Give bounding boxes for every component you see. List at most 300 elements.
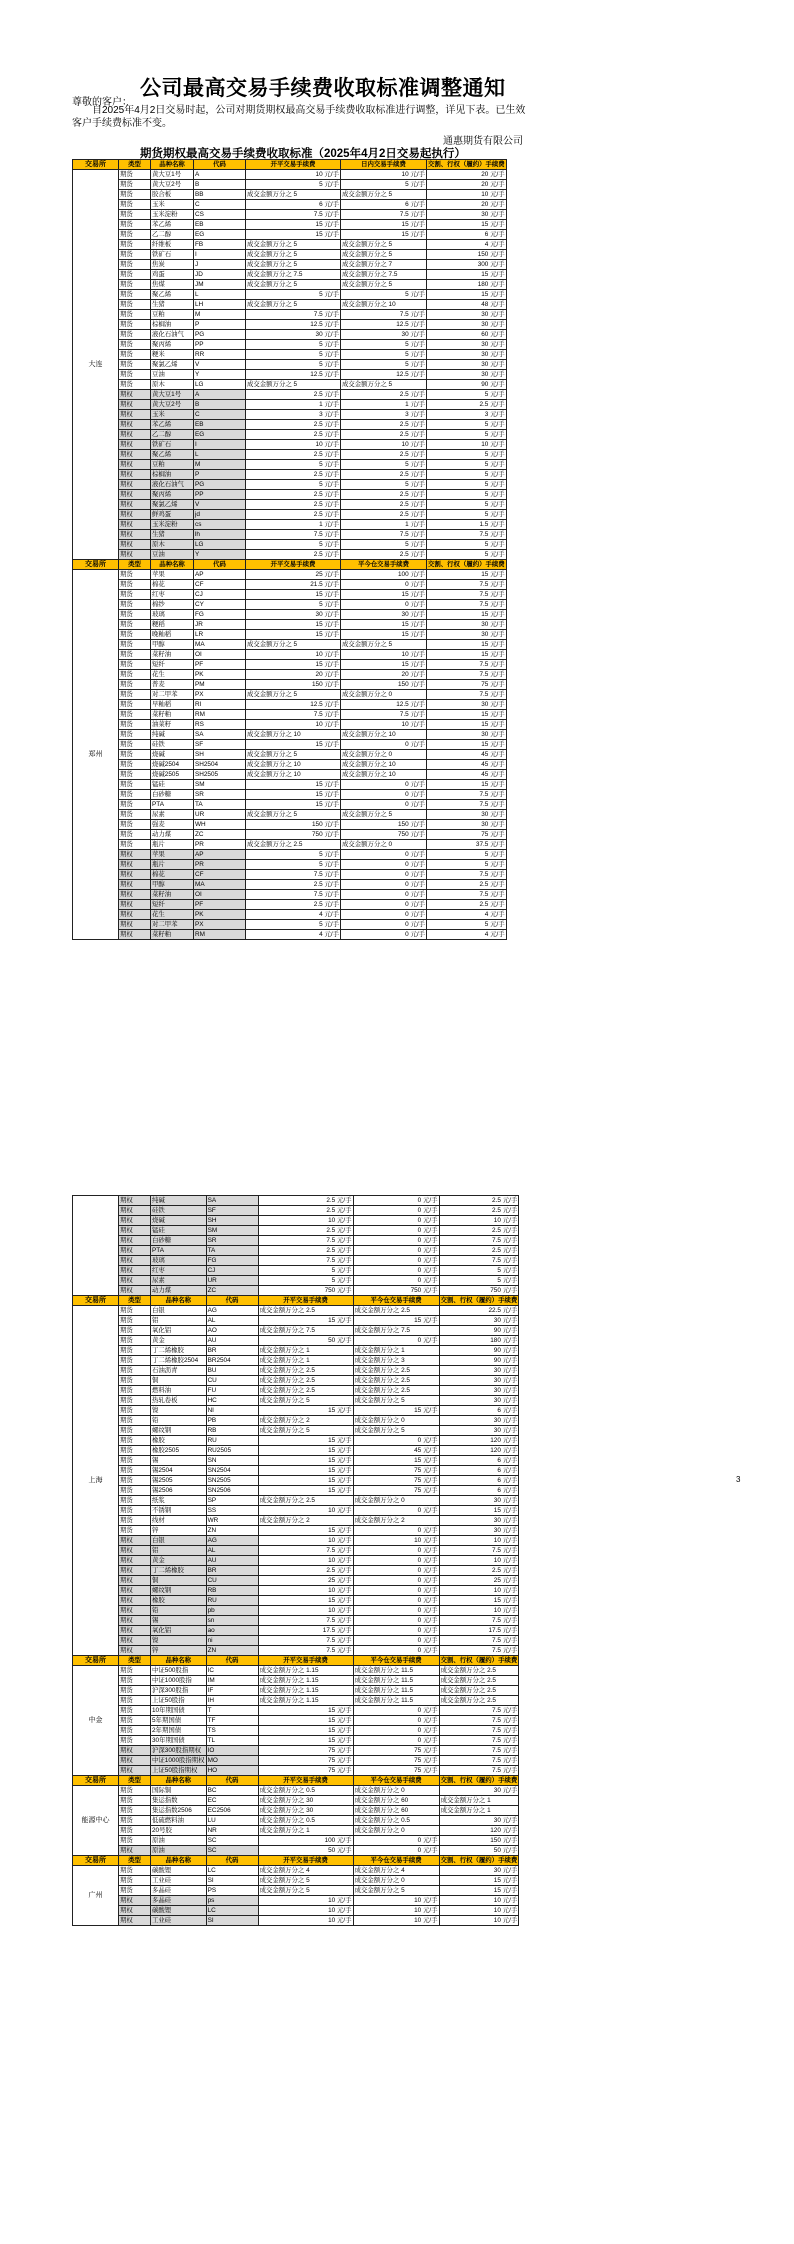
cell-type: 期货 [119,1786,151,1796]
cell-open-close-fee: 成交金额万分之 2.5 [258,1306,353,1316]
cell-delivery-fee: 7.5 元/手 [439,1706,519,1716]
cell-type: 期权 [119,930,151,940]
cell-delivery-fee: 7.5 元/手 [439,1746,519,1756]
cell-delivery-fee: 6 元/手 [439,1456,519,1466]
cell-delivery-fee: 10 元/手 [439,1896,519,1906]
cell-intraday-fee: 成交金额万分之 0 [341,750,427,760]
cell-open-close-fee: 成交金额万分之 5 [258,1876,353,1886]
cell-delivery-fee: 2.5 元/手 [439,1226,519,1236]
cell-delivery-fee: 90 元/手 [439,1356,519,1366]
cell-type: 期权 [119,530,151,540]
cell-code: MA [194,880,246,890]
cell-delivery-fee: 5 元/手 [427,450,507,460]
cell-code: lh [194,530,246,540]
cell-type: 期货 [119,1716,151,1726]
cell-open-close-fee: 15 元/手 [258,1716,353,1726]
cell-type: 期货 [119,830,151,840]
cell-delivery-fee: 2.5 元/手 [427,880,507,890]
header-intraday-fee: 平今仓交易手续费 [353,1656,439,1666]
cell-type: 期权 [119,1596,151,1606]
cell-delivery-fee: 5 元/手 [427,430,507,440]
cell-intraday-fee: 750 元/手 [341,830,427,840]
cell-type: 期货 [119,200,151,210]
cell-code: EB [194,220,246,230]
cell-type: 期货 [119,810,151,820]
cell-intraday-fee: 0 元/手 [353,1526,439,1536]
cell-open-close-fee: 5 元/手 [246,540,341,550]
cell-product: 乙二醇 [151,430,194,440]
cell-type: 期权 [119,1916,151,1926]
cell-product: 中证500股指 [151,1666,207,1676]
cell-delivery-fee: 10 元/手 [439,1586,519,1596]
table-row [73,370,507,380]
cell-product: 对二甲苯 [151,920,194,930]
cell-open-close-fee: 1 元/手 [246,520,341,530]
cell-product: 20号胶 [151,1826,207,1836]
cell-type: 期权 [119,1556,151,1566]
table-row [73,1816,519,1826]
cell-code: JM [194,280,246,290]
cell-intraday-fee: 成交金额万分之 0 [353,1786,439,1796]
cell-intraday-fee: 成交金额万分之 5 [341,190,427,200]
table-row [73,350,507,360]
cell-delivery-fee: 7.5 元/手 [427,890,507,900]
cell-product: 白砂糖 [151,1236,207,1246]
cell-open-close-fee: 成交金额万分之 5 [246,190,341,200]
cell-delivery-fee: 90 元/手 [439,1346,519,1356]
cell-code: ni [206,1636,258,1646]
cell-type: 期权 [119,540,151,550]
cell-product: 菜籽油 [151,650,194,660]
cell-type: 期货 [119,620,151,630]
cell-product: 液化石油气 [151,330,194,340]
cell-code: NR [206,1826,258,1836]
cell-intraday-fee: 0 元/手 [353,1546,439,1556]
cell-type: 期货 [119,1356,151,1366]
table-row [73,190,507,200]
cell-product: 硅铁 [151,740,194,750]
cell-intraday-fee: 成交金额万分之 10 [341,300,427,310]
cell-open-close-fee: 10 元/手 [258,1606,353,1616]
cell-open-close-fee: 5 元/手 [246,600,341,610]
cell-product: 铝 [151,1316,207,1326]
cell-product: 黄大豆1号 [151,390,194,400]
cell-code: CF [194,580,246,590]
cell-open-close-fee: 成交金额万分之 5 [258,1426,353,1436]
table-row [73,360,507,370]
cell-open-close-fee: 15 元/手 [246,740,341,750]
cell-intraday-fee: 2.5 元/手 [341,510,427,520]
header-code: 代码 [206,1776,258,1786]
cell-type: 期货 [119,580,151,590]
cell-product: 10年期国债 [151,1706,207,1716]
cell-product: 鲜鸡蛋 [151,510,194,520]
cell-type: 期权 [119,520,151,530]
cell-open-close-fee: 15 元/手 [258,1316,353,1326]
cell-open-close-fee: 50 元/手 [258,1336,353,1346]
cell-open-close-fee: 15 元/手 [258,1456,353,1466]
header-intraday-fee: 平今仓交易手续费 [353,1856,439,1866]
cell-type: 期货 [119,770,151,780]
cell-open-close-fee: 2.5 元/手 [258,1566,353,1576]
cell-delivery-fee: 5 元/手 [439,1266,519,1276]
cell-delivery-fee: 30 元/手 [427,820,507,830]
cell-delivery-fee: 15 元/手 [439,1886,519,1896]
cell-open-close-fee: 10 元/手 [258,1216,353,1226]
table-row [73,260,507,270]
cell-product: 玉米淀粉 [151,210,194,220]
cell-delivery-fee: 7.5 元/手 [427,590,507,600]
table-row [73,320,507,330]
cell-product: 聚氯乙烯 [151,360,194,370]
cell-code: EC [206,1796,258,1806]
cell-open-close-fee: 15 元/手 [246,220,341,230]
table-row [73,300,507,310]
cell-delivery-fee: 5 元/手 [427,860,507,870]
cell-type: 期权 [119,420,151,430]
table-row [73,1206,519,1216]
cell-type: 期货 [119,660,151,670]
cell-intraday-fee: 成交金额万分之 11.5 [353,1676,439,1686]
cell-intraday-fee: 0 元/手 [341,740,427,750]
cell-code: SR [206,1236,258,1246]
cell-open-close-fee: 15 元/手 [258,1486,353,1496]
cell-intraday-fee: 成交金额万分之 5 [341,280,427,290]
cell-intraday-fee: 0 元/手 [341,580,427,590]
cell-intraday-fee: 0 元/手 [353,1206,439,1216]
cell-product: 烧碱2505 [151,770,194,780]
cell-delivery-fee: 10 元/手 [427,440,507,450]
cell-product: 棉花 [151,580,194,590]
cell-intraday-fee: 0 元/手 [353,1846,439,1856]
cell-intraday-fee: 2.5 元/手 [341,420,427,430]
cell-intraday-fee: 150 元/手 [341,680,427,690]
cell-open-close-fee: 成交金额万分之 5 [246,640,341,650]
cell-product: 螺纹钢 [151,1426,207,1436]
cell-product: 聚丙烯 [151,490,194,500]
cell-delivery-fee: 6 元/手 [427,230,507,240]
table-row [73,600,507,610]
cell-product: 黄大豆2号 [151,180,194,190]
cell-open-close-fee: 2.5 元/手 [246,900,341,910]
cell-delivery-fee: 120 元/手 [439,1826,519,1836]
table-row [73,1226,519,1236]
cell-intraday-fee: 2.5 元/手 [341,550,427,560]
cell-delivery-fee: 30 元/手 [439,1816,519,1826]
cell-code: CF [194,870,246,880]
cell-code: ZC [206,1286,258,1296]
cell-product: 普麦 [151,680,194,690]
cell-intraday-fee: 15 元/手 [341,620,427,630]
cell-code: HC [206,1396,258,1406]
cell-open-close-fee: 7.5 元/手 [246,310,341,320]
cell-product: 锡 [151,1456,207,1466]
cell-type: 期货 [119,280,151,290]
cell-code: sn [206,1616,258,1626]
cell-intraday-fee: 0 元/手 [353,1596,439,1606]
cell-code: PB [206,1416,258,1426]
cell-product: 粳稻 [151,620,194,630]
cell-type: 期货 [119,1396,151,1406]
cell-type: 期权 [119,1626,151,1636]
cell-code: cs [194,520,246,530]
cell-code: EG [194,430,246,440]
cell-open-close-fee: 成交金额万分之 30 [258,1806,353,1816]
table-row [73,410,507,420]
cell-open-close-fee: 5 元/手 [246,920,341,930]
cell-code: T [206,1706,258,1716]
table-header-row [73,1656,519,1666]
header-intraday-fee: 平今仓交易手续费 [353,1296,439,1306]
cell-delivery-fee: 750 元/手 [439,1286,519,1296]
cell-intraday-fee: 0 元/手 [341,600,427,610]
cell-open-close-fee: 成交金额万分之 1.15 [258,1686,353,1696]
header-exchange: 交易所 [73,1656,119,1666]
cell-product: 2年期国债 [151,1726,207,1736]
table-row [73,1796,519,1806]
table-row [73,1536,519,1546]
cell-delivery-fee: 7.5 元/手 [439,1766,519,1776]
table-row [73,1336,519,1346]
exchange-cell: 中金 [73,1666,119,1776]
table-row [73,540,507,550]
cell-product: 橡胶2505 [151,1446,207,1456]
cell-intraday-fee: 2.5 元/手 [341,500,427,510]
cell-intraday-fee: 7.5 元/手 [341,210,427,220]
cell-code: SP [206,1496,258,1506]
cell-code: RM [194,710,246,720]
cell-type: 期货 [119,690,151,700]
cell-code: SH2504 [194,760,246,770]
table-row [73,170,507,180]
table-row [73,1486,519,1496]
cell-code: PR [194,860,246,870]
header-intraday-fee: 日内交易手续费 [341,160,427,170]
cell-product: 多晶硅 [151,1886,207,1896]
cell-intraday-fee: 0 元/手 [341,850,427,860]
cell-type: 期货 [119,220,151,230]
cell-open-close-fee: 150 元/手 [246,820,341,830]
cell-delivery-fee: 180 元/手 [439,1336,519,1346]
table-row [73,1376,519,1386]
cell-intraday-fee: 75 元/手 [353,1746,439,1756]
cell-code: RU [206,1436,258,1446]
table-row [73,1356,519,1366]
cell-product: 沪深300股指 [151,1686,207,1696]
cell-intraday-fee: 0 元/手 [353,1626,439,1636]
cell-intraday-fee: 75 元/手 [353,1476,439,1486]
cell-product: 线材 [151,1516,207,1526]
cell-code: SH2505 [194,770,246,780]
cell-open-close-fee: 10 元/手 [246,170,341,180]
cell-product: 热轧卷板 [151,1396,207,1406]
company-signature: 通惠期货有限公司 [443,136,523,147]
table-header-row [73,1296,519,1306]
cell-delivery-fee: 5 元/手 [427,390,507,400]
table-row [73,620,507,630]
cell-code: M [194,460,246,470]
cell-intraday-fee: 0 元/手 [353,1586,439,1596]
cell-open-close-fee: 5 元/手 [246,860,341,870]
cell-delivery-fee: 10 元/手 [439,1556,519,1566]
cell-code: TA [194,800,246,810]
table-row [73,670,507,680]
cell-intraday-fee: 成交金额万分之 10 [341,770,427,780]
header-code: 代码 [194,560,246,570]
table-row [73,860,507,870]
cell-delivery-fee: 300 元/手 [427,260,507,270]
table-row [73,1586,519,1596]
cell-product: 豆油 [151,370,194,380]
table-row [73,880,507,890]
cell-open-close-fee: 15 元/手 [246,630,341,640]
cell-open-close-fee: 2.5 元/手 [246,490,341,500]
table-row [73,930,507,940]
table-row [73,610,507,620]
cell-intraday-fee: 1 元/手 [341,520,427,530]
cell-product: 乙二醇 [151,230,194,240]
page-number: 3 [736,1475,741,1484]
cell-delivery-fee: 7.5 元/手 [427,530,507,540]
cell-delivery-fee: 30 元/手 [427,340,507,350]
table-row [73,1456,519,1466]
cell-delivery-fee: 15 元/手 [427,290,507,300]
table-row [73,1676,519,1686]
cell-type: 期货 [119,340,151,350]
cell-code: PX [194,920,246,930]
cell-delivery-fee: 60 元/手 [427,330,507,340]
cell-delivery-fee: 150 元/手 [439,1836,519,1846]
cell-open-close-fee: 15 元/手 [258,1706,353,1716]
table-header-row [73,1856,519,1866]
cell-intraday-fee: 15 元/手 [353,1456,439,1466]
table-row [73,440,507,450]
cell-code: SR [194,790,246,800]
table-row [73,460,507,470]
cell-type: 期货 [119,260,151,270]
cell-code: MO [206,1756,258,1766]
cell-type: 期货 [119,750,151,760]
cell-code: SC [206,1836,258,1846]
cell-delivery-fee: 10 元/手 [439,1916,519,1926]
cell-code: SN2505 [206,1476,258,1486]
table-row [73,230,507,240]
cell-product: 石油沥青 [151,1366,207,1376]
header-type: 类型 [119,1856,151,1866]
cell-intraday-fee: 75 元/手 [353,1756,439,1766]
cell-delivery-fee: 30 元/手 [439,1526,519,1536]
cell-type: 期货 [119,1836,151,1846]
cell-product: 棉花 [151,870,194,880]
cell-delivery-fee: 2.5 元/手 [439,1206,519,1216]
cell-open-close-fee: 7.5 元/手 [246,870,341,880]
table-row [73,740,507,750]
cell-type: 期权 [119,400,151,410]
cell-code: PG [194,480,246,490]
cell-open-close-fee: 成交金额万分之 2.5 [246,840,341,850]
table-row [73,240,507,250]
cell-code: ao [206,1626,258,1636]
cell-code: V [194,360,246,370]
cell-open-close-fee: 7.5 元/手 [258,1646,353,1656]
cell-type: 期权 [119,1576,151,1586]
cell-type: 期权 [119,910,151,920]
cell-delivery-fee: 7.5 元/手 [439,1716,519,1726]
cell-open-close-fee: 5 元/手 [258,1266,353,1276]
cell-code: FG [206,1256,258,1266]
table-row [73,640,507,650]
cell-code: pb [206,1606,258,1616]
cell-type: 期货 [119,1796,151,1806]
table-row [73,830,507,840]
cell-intraday-fee: 45 元/手 [353,1446,439,1456]
table-row [73,1766,519,1776]
cell-open-close-fee: 12.5 元/手 [246,320,341,330]
header-type: 类型 [119,1776,151,1786]
cell-product: 玉米 [151,200,194,210]
table-row [73,280,507,290]
cell-type: 期权 [119,920,151,930]
cell-product: 苹果 [151,850,194,860]
table-row [73,390,507,400]
table-row [73,790,507,800]
table-row [73,1696,519,1706]
cell-delivery-fee: 30 元/手 [427,700,507,710]
cell-delivery-fee: 30 元/手 [427,360,507,370]
cell-delivery-fee: 7.5 元/手 [427,870,507,880]
cell-intraday-fee: 成交金额万分之 10 [341,760,427,770]
table-row [73,1596,519,1606]
table-row [73,850,507,860]
cell-intraday-fee: 成交金额万分之 0 [353,1496,439,1506]
cell-code: FB [194,240,246,250]
cell-intraday-fee: 成交金额万分之 60 [353,1806,439,1816]
cell-product: PTA [151,800,194,810]
table-row [73,870,507,880]
cell-open-close-fee: 成交金额万分之 2 [258,1416,353,1426]
table-row [73,1616,519,1626]
cell-product: 氧化铝 [151,1626,207,1636]
cell-open-close-fee: 15 元/手 [258,1476,353,1486]
cell-product: 碳酸锂 [151,1866,207,1876]
table-row [73,530,507,540]
cell-intraday-fee: 成交金额万分之 5 [353,1426,439,1436]
cell-intraday-fee: 成交金额万分之 3 [353,1356,439,1366]
cell-type: 期货 [119,1376,151,1386]
cell-product: 原油 [151,1846,207,1856]
cell-type: 期权 [119,550,151,560]
cell-open-close-fee: 15 元/手 [246,660,341,670]
table-row [73,1686,519,1696]
cell-type: 期货 [119,1466,151,1476]
cell-intraday-fee: 成交金额万分之 0.5 [353,1816,439,1826]
cell-code: B [194,180,246,190]
cell-code: SA [194,730,246,740]
cell-open-close-fee: 成交金额万分之 5 [246,810,341,820]
table-row [73,1386,519,1396]
header-code: 代码 [194,160,246,170]
cell-delivery-fee: 15 元/手 [427,640,507,650]
cell-type: 期货 [119,1866,151,1876]
header-type: 类型 [119,1296,151,1306]
cell-type: 期货 [119,1346,151,1356]
cell-open-close-fee: 3 元/手 [246,410,341,420]
cell-product: 上证50股指 [151,1696,207,1706]
cell-open-close-fee: 成交金额万分之 1.15 [258,1696,353,1706]
table-row [73,1256,519,1266]
cell-intraday-fee: 2.5 元/手 [341,490,427,500]
cell-delivery-fee: 22.5 元/手 [439,1306,519,1316]
